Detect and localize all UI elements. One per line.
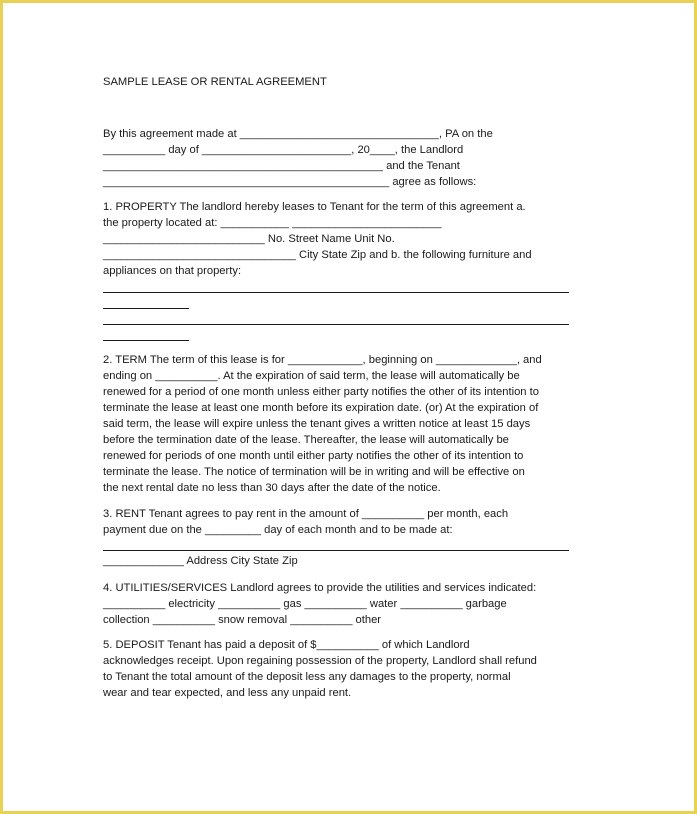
document-title: SAMPLE LEASE OR RENTAL AGREEMENT xyxy=(103,76,327,88)
intro-line: __________ day of ________________________, 20____, the Landlord xyxy=(103,144,464,156)
rent-address-line xyxy=(103,553,571,569)
deposit-line: to Tenant the total amount of the deposit less any damages to the property, normal xyxy=(103,671,511,683)
rent-address: _____________ Address City State Zip xyxy=(103,555,298,567)
intro-paragraph xyxy=(103,126,571,190)
intro-line: _____________________________________________ and the Tenant xyxy=(103,160,460,172)
property-line: 1. PROPERTY The landlord hereby leases to Tenant for the term of this agreement a. xyxy=(103,201,526,213)
term-line: before the termination date of the lease. Thereafter, the lease will automatically be xyxy=(103,434,509,446)
property-section xyxy=(103,199,571,279)
utilities-line: collection __________ snow removal __________ other xyxy=(103,614,382,626)
deposit-line: 5. DEPOSIT Tenant has paid a deposit of $__________ of which Landlord xyxy=(103,639,470,651)
rent-line: 3. RENT Tenant agrees to pay rent in the amount of __________ per month, each xyxy=(103,508,509,520)
term-line: terminate the lease. The notice of termination will be in writing and will be effective on xyxy=(103,466,525,478)
property-line: __________________________ No. Street Name Unit No. xyxy=(103,233,395,245)
deposit-line: wear and tear expected, and less any unpaid rent. xyxy=(103,687,352,699)
term-line: the next rental date no less than 30 days after the date of the notice. xyxy=(103,482,441,494)
property-line: the property located at: ___________ ________________________ xyxy=(103,217,442,229)
term-section xyxy=(103,352,571,496)
term-line: terminate the lease at least one month before its expiration date. (or) At the expiration of xyxy=(103,402,539,414)
utilities-line: 4. UTILITIES/SERVICES Landlord agrees to provide the utilities and services indicated: xyxy=(103,582,537,594)
term-line: said term, the lease will expire unless the tenant gives a written notice at least 15 days xyxy=(103,418,531,430)
utilities-line: __________ electricity __________ gas __________ water __________ garbage xyxy=(103,598,507,610)
deposit-section xyxy=(103,637,571,701)
rent-section xyxy=(103,506,571,538)
rent-line: payment due on the _________ day of each month and to be made at: xyxy=(103,524,453,536)
intro-line: ______________________________________________ agree as follows: xyxy=(103,176,477,188)
intro-line: By this agreement made at ________________________________, PA on the xyxy=(103,128,493,140)
term-line: 2. TERM The term of this lease is for ____________, beginning on _____________, and xyxy=(103,354,542,366)
property-line: appliances on that property: xyxy=(103,265,242,277)
utilities-section xyxy=(103,580,571,628)
blank-line xyxy=(103,324,569,325)
blank-line xyxy=(103,292,569,293)
property-line: _______________________________ City State Zip and b. the following furniture and xyxy=(103,249,532,261)
deposit-line: acknowledges receipt. Upon regaining possession of the property, Landlord shall refund xyxy=(103,655,537,667)
blank-line xyxy=(103,550,569,551)
term-line: ending on __________. At the expiration of said term, the lease will automatically be xyxy=(103,370,520,382)
term-line: renewed for periods of one month until either party notifies the other of its intention to xyxy=(103,450,524,462)
blank-line xyxy=(103,308,189,309)
term-line: renewed for a period of one month unless either party notifies the other of its intention to xyxy=(103,386,539,398)
blank-line xyxy=(103,340,189,341)
